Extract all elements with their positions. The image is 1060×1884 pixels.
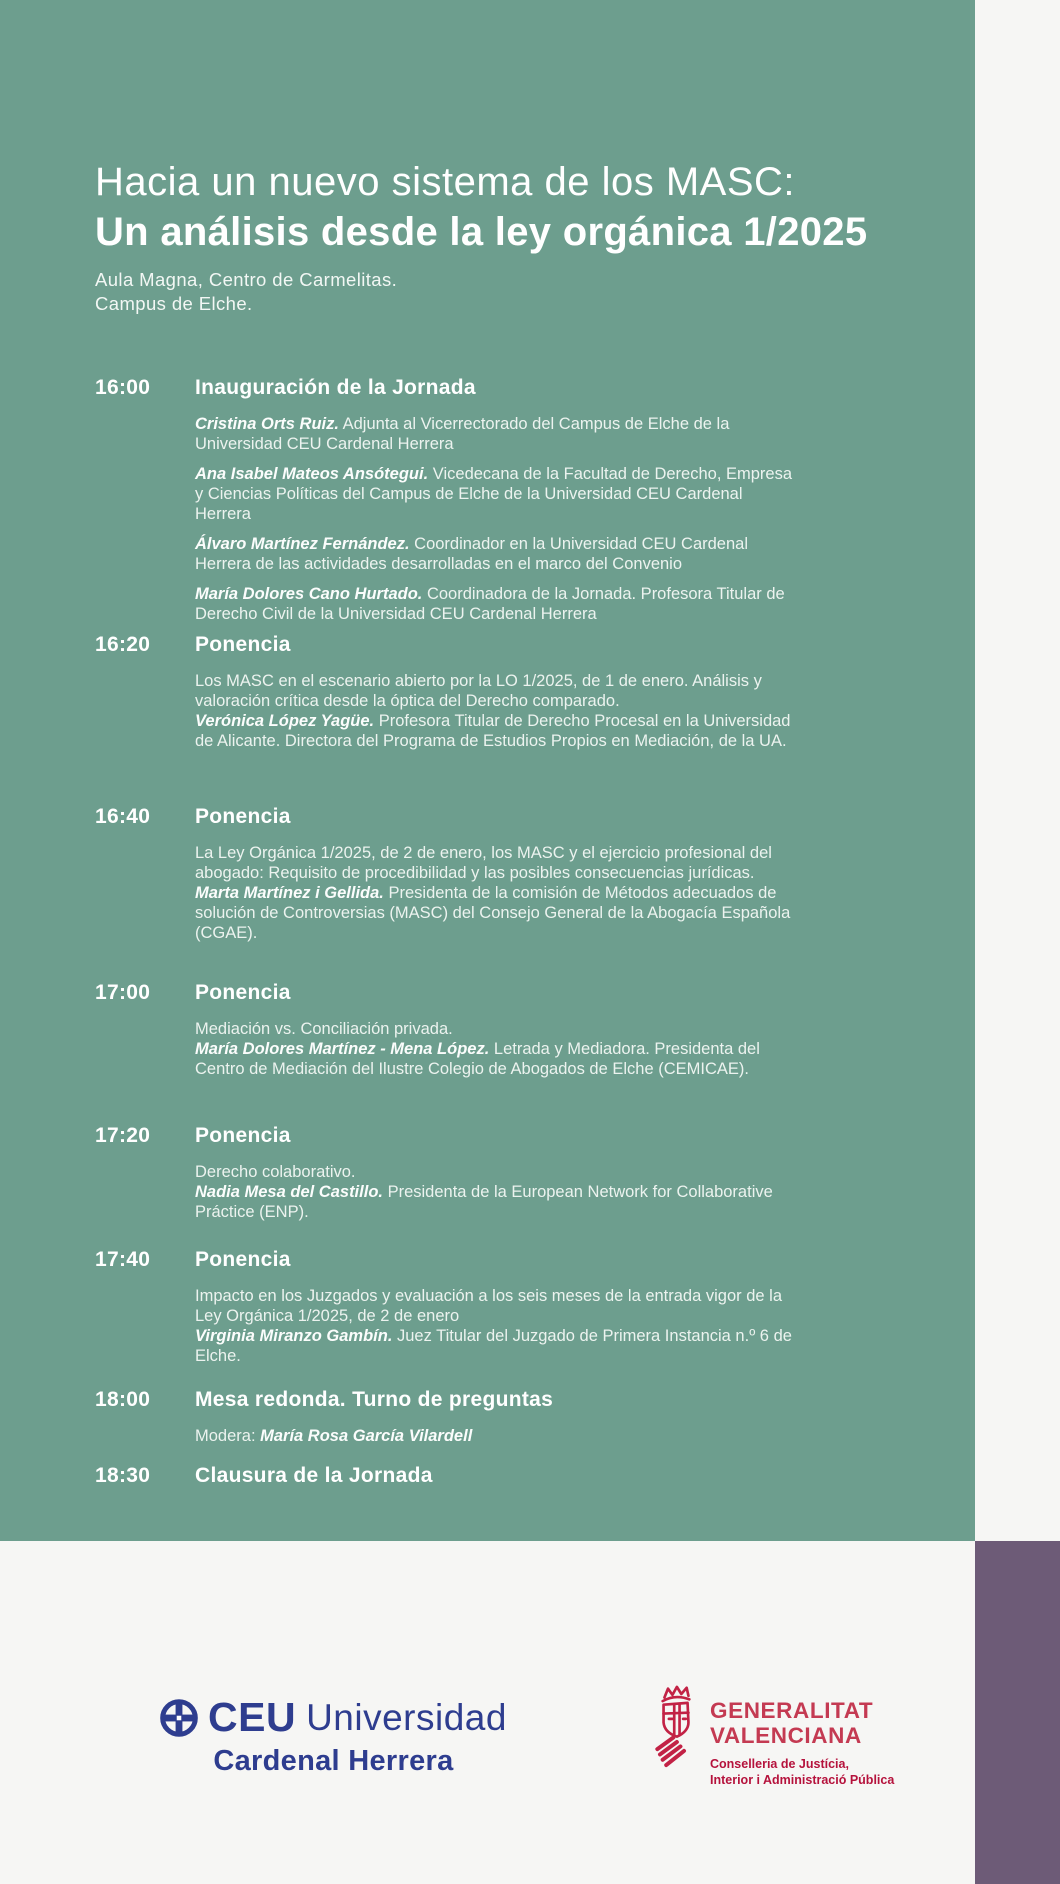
session-content	[195, 1464, 795, 1502]
session-heading: Ponencia	[195, 1124, 291, 1147]
moderator-name: María Rosa García Vilardell	[260, 1427, 473, 1445]
gva-dept-line2: Interior i Administració Pública	[710, 1773, 895, 1787]
gva-department	[710, 1756, 894, 1788]
venue-line1: Aula Magna, Centro de Carmelitas.	[95, 269, 398, 290]
gva-emblem-icon	[652, 1682, 700, 1788]
speaker-entry: Álvaro Martínez Fernández. Coordinador en la Universidad CEU Cardenal Herrera de las actividades desarrolladas en el marco del Convenio	[195, 535, 748, 573]
gva-text-block	[710, 1682, 894, 1788]
session-content	[195, 1388, 795, 1446]
speaker-name: María Dolores Cano Hurtado.	[195, 585, 423, 603]
session-time: 17:00	[95, 981, 151, 1004]
speaker-name: Marta Martínez i Gellida.	[195, 884, 384, 902]
ceu-cardenal-herrera-label: Cardenal Herrera	[213, 1745, 454, 1777]
session-content	[195, 1248, 795, 1366]
session-topic: Los MASC en el escenario abierto por la LO 1/2025, de 1 de enero. Análisis y valoración crítica desde la óptica del Derecho comparado.	[195, 672, 762, 710]
schedule-session	[95, 1464, 865, 1502]
speaker-entry: Verónica López Yagüe. Profesora Titular de Derecho Procesal en la Universidad de Alicante. Directora del Programa de Estudios Propios en Mediación, de la UA.	[195, 712, 791, 750]
speaker-name: Nadia Mesa del Castillo.	[195, 1183, 383, 1201]
gva-name-line1: GENERALITAT	[710, 1698, 874, 1723]
schedule-session	[95, 633, 865, 751]
session-time: 18:30	[95, 1464, 151, 1487]
session-content	[195, 805, 795, 943]
session-time: 16:40	[95, 805, 151, 828]
schedule-session	[95, 376, 865, 624]
speaker-name: Álvaro Martínez Fernández.	[195, 535, 410, 553]
ceu-acronym: CEU	[208, 1694, 297, 1740]
session-topic: Impacto en los Juzgados y evaluación a los seis meses de la entrada vigor de la Ley Orgánica 1/2025, de 2 de enero	[195, 1287, 782, 1325]
session-heading: Ponencia	[195, 1248, 291, 1271]
gva-name-line2: VALENCIANA	[710, 1723, 862, 1748]
speaker-entry: María Dolores Martínez - Mena López. Letrada y Mediadora. Presidenta del Centro de Mediación del Ilustre Colegio de Abogados de Elche (CEMICAE).	[195, 1040, 760, 1078]
speaker-entry: Cristina Orts Ruiz. Adjunta al Vicerrectorado del Campus de Elche de la Universidad CEU Cardenal Herrera	[195, 415, 730, 453]
ceu-university-label: Universidad	[306, 1696, 507, 1738]
generalitat-valenciana-logo	[652, 1682, 894, 1788]
session-time: 17:20	[95, 1124, 151, 1147]
page-title-line2: Un análisis desde la ley orgánica 1/2025	[95, 210, 868, 254]
speaker-name: Virginia Miranzo Gambín.	[195, 1327, 393, 1345]
session-content	[195, 376, 795, 624]
speaker-entry: Ana Isabel Mateos Ansótegui. Vicedecana de la Facultad de Derecho, Empresa y Ciencias Políticas del Campus de Elche de la Universidad CEU Cardenal Herrera	[195, 465, 793, 523]
session-content	[195, 1124, 795, 1222]
session-heading: Mesa redonda. Turno de preguntas	[195, 1388, 554, 1411]
session-topic: Mediación vs. Conciliación privada.	[195, 1020, 453, 1038]
session-heading: Ponencia	[195, 981, 291, 1004]
schedule-session	[95, 805, 865, 943]
schedule-session	[95, 981, 865, 1079]
session-heading: Ponencia	[195, 805, 291, 828]
session-time: 18:00	[95, 1388, 151, 1411]
session-content	[195, 981, 795, 1079]
schedule-session	[95, 1248, 865, 1366]
session-topic: Derecho colaborativo.	[195, 1163, 356, 1181]
ceu-logo-row	[160, 1694, 507, 1741]
speaker-name: Verónica López Yagüe.	[195, 712, 375, 730]
speaker-name: Cristina Orts Ruiz.	[195, 415, 339, 433]
speaker-entry: María Dolores Cano Hurtado. Coordinadora de la Jornada. Profesora Titular de Derecho Civil de la Universidad CEU Cardenal Herrera	[195, 585, 785, 623]
session-topic: La Ley Orgánica 1/2025, de 2 de enero, los MASC y el ejercicio profesional del abogado: Requisito de procedibilidad y las posibles consecuencias jurídicas.	[195, 844, 772, 882]
session-heading: Clausura de la Jornada	[195, 1464, 433, 1487]
session-heading: Ponencia	[195, 633, 291, 656]
speaker-entry: Virginia Miranzo Gambín. Juez Titular del Juzgado de Primera Instancia n.º 6 de Elche.	[195, 1327, 792, 1365]
schedule-session	[95, 1124, 865, 1222]
speaker-name: Ana Isabel Mateos Ansótegui.	[195, 465, 429, 483]
session-heading: Inauguración de la Jornada	[195, 376, 476, 399]
ceu-cross-circle-icon	[160, 1699, 198, 1737]
gva-dept-line1: Conselleria de Justícia,	[710, 1757, 849, 1771]
speaker-entry: Marta Martínez i Gellida. Presidenta de la comisión de Métodos adecuados de solución de Controversias (MASC) del Consejo General de la Abogacía Española (CGAE).	[195, 884, 791, 942]
session-content	[195, 633, 795, 751]
schedule-session	[95, 1388, 865, 1446]
speaker-name: María Dolores Martínez - Mena López.	[195, 1040, 490, 1058]
decorative-purple-bar	[975, 1541, 1060, 1884]
session-time: 17:40	[95, 1248, 151, 1271]
venue-line2: Campus de Elche.	[95, 293, 253, 314]
ceu-university-logo	[160, 1694, 507, 1778]
speaker-entry: Nadia Mesa del Castillo. Presidenta de la European Network for Collaborative Práctice (ENP).	[195, 1183, 773, 1221]
session-time: 16:00	[95, 376, 151, 399]
page-title-line1: Hacia un nuevo sistema de los MASC:	[95, 160, 796, 204]
moderator-entry: Modera: María Rosa García Vilardell	[195, 1427, 473, 1445]
session-time: 16:20	[95, 633, 151, 656]
venue-text	[95, 268, 397, 316]
